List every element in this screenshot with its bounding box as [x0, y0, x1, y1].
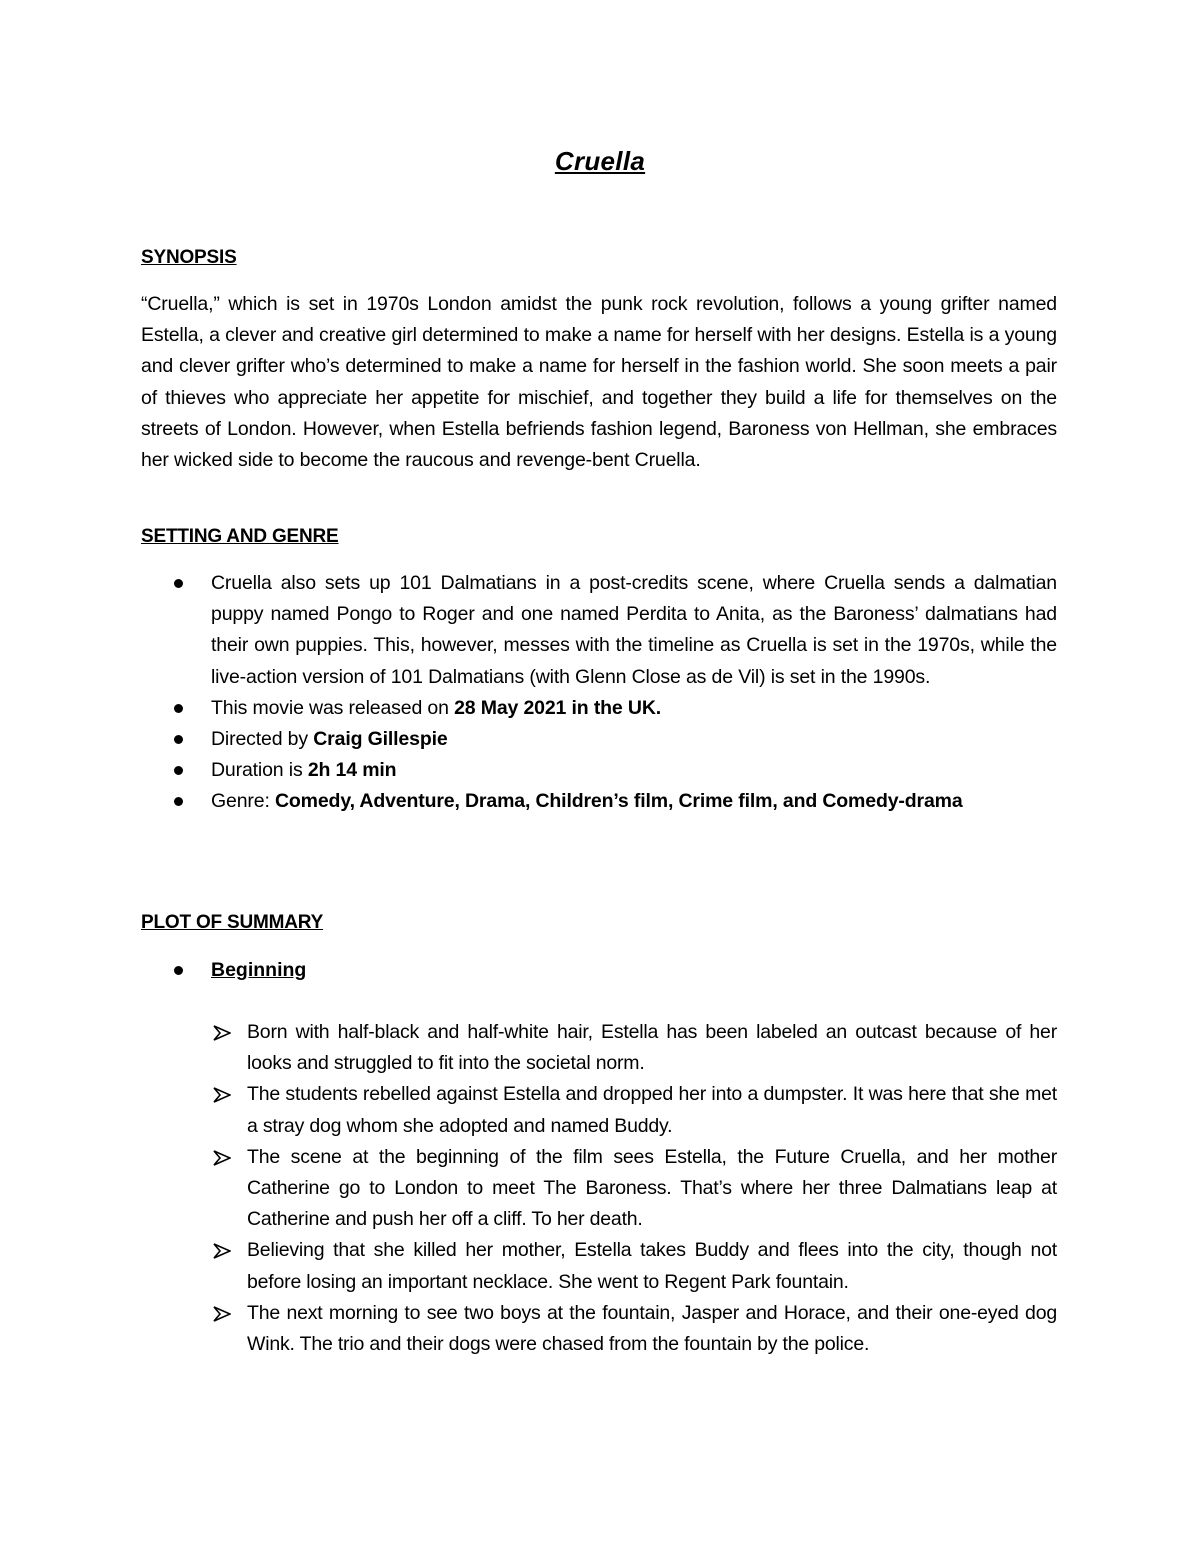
arrow-bullet-icon [213, 1306, 231, 1322]
beginning-subheading [141, 955, 1057, 986]
genre-label: Genre: [211, 790, 275, 813]
director-label: Directed by [211, 728, 314, 751]
synopsis-heading: SYNOPSIS [141, 247, 237, 268]
arrow-bullet-icon [213, 1087, 231, 1103]
list-item [141, 755, 1057, 786]
bullet-icon [174, 579, 183, 588]
beginning-list [211, 1017, 1057, 1360]
beginning-item-text: The students rebelled against Estella and dropped her into a dumpster. It was here that she met a stray dog whom she adopted and named Buddy. [247, 1083, 1057, 1137]
synopsis-paragraph: “Cruella,” which is set in 1970s London amidst the punk rock revolution, follows a young grifter named Estella, a clever and creative girl determined to make a name for herself with her designs. Estella is a young and clever grifter who’s determined to make a name for herself in the fashion world. She soon meets a pair of thieves who appreciate her appetite for mischief, and together they build a life for themselves on the streets of London. However, when Estella befriends fashion legend, Baroness von Hellman, she embraces her wicked side to become the raucous and revenge-bent Cruella. [141, 293, 1057, 472]
beginning-item-text: The scene at the beginning of the film sees Estella, the Future Cruella, and her mother Catherine go to London to meet The Baroness. That’s where her three Dalmatians leap at Catherine and push her off a cliff. To her death. [247, 1145, 1057, 1231]
bullet-icon [174, 766, 183, 775]
bullet-icon [174, 966, 183, 975]
list-item [211, 1017, 1057, 1079]
document-title: Cruella [554, 146, 646, 176]
list-item [211, 1298, 1057, 1360]
list-item [211, 1079, 1057, 1141]
beginning-item-text: Born with half-black and half-white hair, Estella has been labeled an outcast because of her looks and struggled to fit into the societal norm. [247, 1021, 1057, 1075]
beginning-item-text: The next morning to see two boys at the fountain, Jasper and Horace, and their one-eyed dog Wink. The trio and their dogs were chased from the fountain by the police. [247, 1301, 1057, 1356]
beginning-item-text: Believing that she killed her mother, Estella takes Buddy and flees into the city, though not before losing an important necklace. She went to Regent Park fountain. [247, 1239, 1057, 1293]
list-item [141, 786, 1057, 817]
duration-label: Duration is [211, 759, 308, 782]
list-item [211, 1142, 1057, 1236]
arrow-bullet-icon [213, 1025, 231, 1041]
list-item [141, 724, 1057, 755]
duration-value: 2h 14 min [307, 759, 397, 782]
genre-value: Comedy, Adventure, Drama, Children’s film, Crime film, and Comedy-drama [274, 790, 963, 813]
bullet-icon [174, 797, 183, 806]
bullet-icon [174, 735, 183, 744]
arrow-bullet-icon [213, 1150, 231, 1166]
list-item [141, 693, 1057, 724]
release-date: 28 May 2021 in the UK. [454, 696, 662, 719]
list-item [211, 1235, 1057, 1297]
release-label: This movie was released on [211, 696, 455, 719]
list-item [141, 568, 1057, 693]
bullet-icon [174, 704, 183, 713]
plot-heading: PLOT OF SUMMARY [141, 912, 324, 933]
setting-genre-list [141, 568, 1057, 818]
beginning-label: Beginning [211, 959, 307, 981]
setting-item-text: Cruella also sets up 101 Dalmatians in a post-credits scene, where Cruella sends a dalmatian puppy named Pongo to Roger and one named Perdita to Anita, as the Baroness’ dalmatians had their own puppies. This, however, messes with the timeline as Cruella is set in the 1970s, while the live-action version of 101 Dalmatians (with Glenn Close as de Vil) is set in the 1990s. [211, 572, 1057, 688]
arrow-bullet-icon [213, 1243, 231, 1259]
setting-genre-heading: SETTING AND GENRE [141, 526, 339, 547]
director-name: Craig Gillespie [313, 728, 448, 751]
